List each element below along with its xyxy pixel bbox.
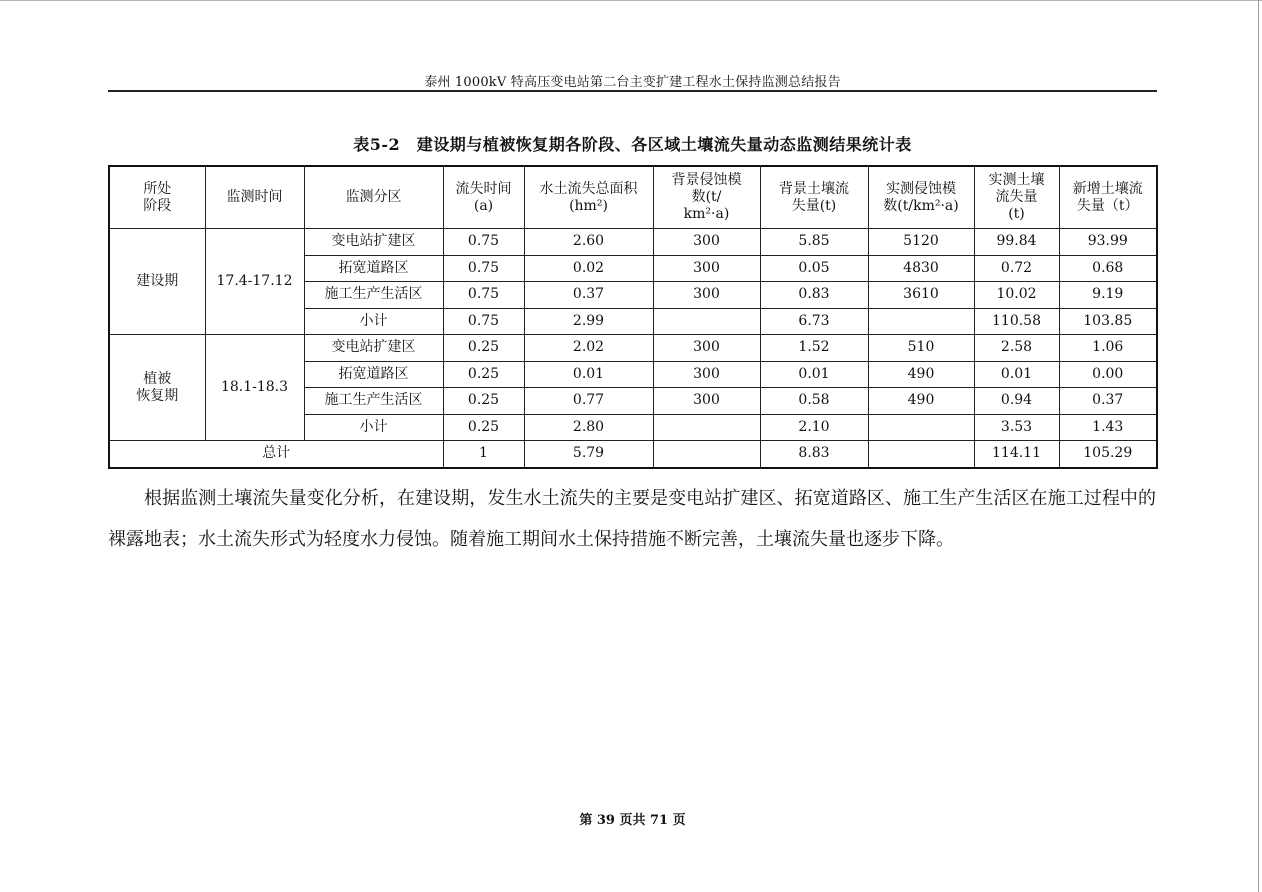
table-cell: 2.58 [974,335,1059,362]
header-rule [108,90,1157,92]
header-background-loss: 背景土壤流 失量(t) [760,166,868,229]
period-cell: 18.1-18.3 [205,335,304,441]
table-cell: 0.00 [1059,361,1157,388]
table-title: 表5-2 建设期与植被恢复期各阶段、各区域土壤流失量动态监测结果统计表 [353,135,912,154]
table-cell: 5.79 [524,441,653,468]
period-cell: 17.4-17.12 [205,229,304,335]
table-cell: 490 [868,388,974,415]
table-cell: 0.37 [524,282,653,309]
table-cell: 0.77 [524,388,653,415]
table-cell: 0.25 [443,388,524,415]
table-cell: 103.85 [1059,308,1157,335]
table-cell [653,308,760,335]
table-cell: 0.01 [974,361,1059,388]
table-cell: 3.53 [974,414,1059,441]
zone-cell: 小计 [304,308,443,335]
zone-cell: 施工生产生活区 [304,282,443,309]
table-cell: 10.02 [974,282,1059,309]
table-cell [653,414,760,441]
table-cell: 105.29 [1059,441,1157,468]
zone-cell: 拓宽道路区 [304,361,443,388]
table-cell: 8.83 [760,441,868,468]
monitoring-results-table [108,165,1158,469]
header-measured-modulus: 实测侵蚀模 数(t/km²·a) [868,166,974,229]
table-cell: 0.83 [760,282,868,309]
header-total-area: 水土流失总面积 (hm²) [524,166,653,229]
table-cell [868,308,974,335]
total-row [109,441,1157,468]
page-number: 第 39 页共 71 页 [579,813,686,828]
table-cell: 2.80 [524,414,653,441]
header-loss-time: 流失时间 (a) [443,166,524,229]
table-cell [868,414,974,441]
table-cell: 114.11 [974,441,1059,468]
table-cell [868,441,974,468]
table-cell: 0.75 [443,255,524,282]
table-cell: 1.52 [760,335,868,362]
table-cell: 300 [653,361,760,388]
table-row [109,229,1157,256]
header-new-loss: 新增土壤流 失量（t） [1059,166,1157,229]
total-label: 总计 [109,441,443,468]
table-cell: 0.05 [760,255,868,282]
table-cell: 300 [653,282,760,309]
table-cell: 0.01 [760,361,868,388]
header-stage: 所处 阶段 [109,166,205,229]
table-cell: 0.75 [443,308,524,335]
page-top-border [0,0,1262,1]
table-cell: 2.02 [524,335,653,362]
table-cell: 93.99 [1059,229,1157,256]
page-right-border [1258,0,1259,892]
table-cell: 300 [653,335,760,362]
table-cell: 2.10 [760,414,868,441]
table-cell: 0.25 [443,361,524,388]
zone-cell: 变电站扩建区 [304,335,443,362]
table-cell: 0.01 [524,361,653,388]
table-cell: 490 [868,361,974,388]
table-cell: 0.37 [1059,388,1157,415]
table-cell: 0.68 [1059,255,1157,282]
table-cell: 2.99 [524,308,653,335]
table-row [109,335,1157,362]
table-cell: 4830 [868,255,974,282]
running-header: 泰州 1000kV 特高压变电站第二台主变扩建工程水土保持监测总结报告 [424,75,841,90]
table-cell [653,441,760,468]
zone-cell: 变电站扩建区 [304,229,443,256]
header-period: 监测时间 [205,166,304,229]
table-cell: 6.73 [760,308,868,335]
table-cell: 9.19 [1059,282,1157,309]
table-cell: 99.84 [974,229,1059,256]
table-cell: 1.06 [1059,335,1157,362]
zone-cell: 小计 [304,414,443,441]
header-zone: 监测分区 [304,166,443,229]
table-cell: 0.02 [524,255,653,282]
analysis-paragraph: 根据监测土壤流失量变化分析，在建设期，发生水土流失的主要是变电站扩建区、拓宽道路区、施工生产生活区在施工过程中的裸露地表；水土流失形式为轻度水力侵蚀。随着施工期间水土保持措施不断完善，土壤流失量也逐步下降。 [108,488,1156,550]
table-cell: 300 [653,229,760,256]
stage-cell: 建设期 [109,229,205,335]
zone-cell: 施工生产生活区 [304,388,443,415]
table-cell: 510 [868,335,974,362]
table-cell: 110.58 [974,308,1059,335]
table-cell: 5.85 [760,229,868,256]
header-measured-loss: 实测土壤 流失量 (t) [974,166,1059,229]
table-cell: 0.58 [760,388,868,415]
table-cell: 2.60 [524,229,653,256]
table-cell: 0.25 [443,414,524,441]
header-background-modulus: 背景侵蚀模 数(t/ km²·a) [653,166,760,229]
table-cell: 0.75 [443,282,524,309]
table-cell: 1 [443,441,524,468]
table-cell: 1.43 [1059,414,1157,441]
table-cell: 3610 [868,282,974,309]
table-cell: 0.75 [443,229,524,256]
table-cell: 0.72 [974,255,1059,282]
table-cell: 5120 [868,229,974,256]
table-cell: 300 [653,255,760,282]
table-cell: 0.94 [974,388,1059,415]
table-cell: 300 [653,388,760,415]
stage-cell: 植被 恢复期 [109,335,205,441]
zone-cell: 拓宽道路区 [304,255,443,282]
table-cell: 0.25 [443,335,524,362]
